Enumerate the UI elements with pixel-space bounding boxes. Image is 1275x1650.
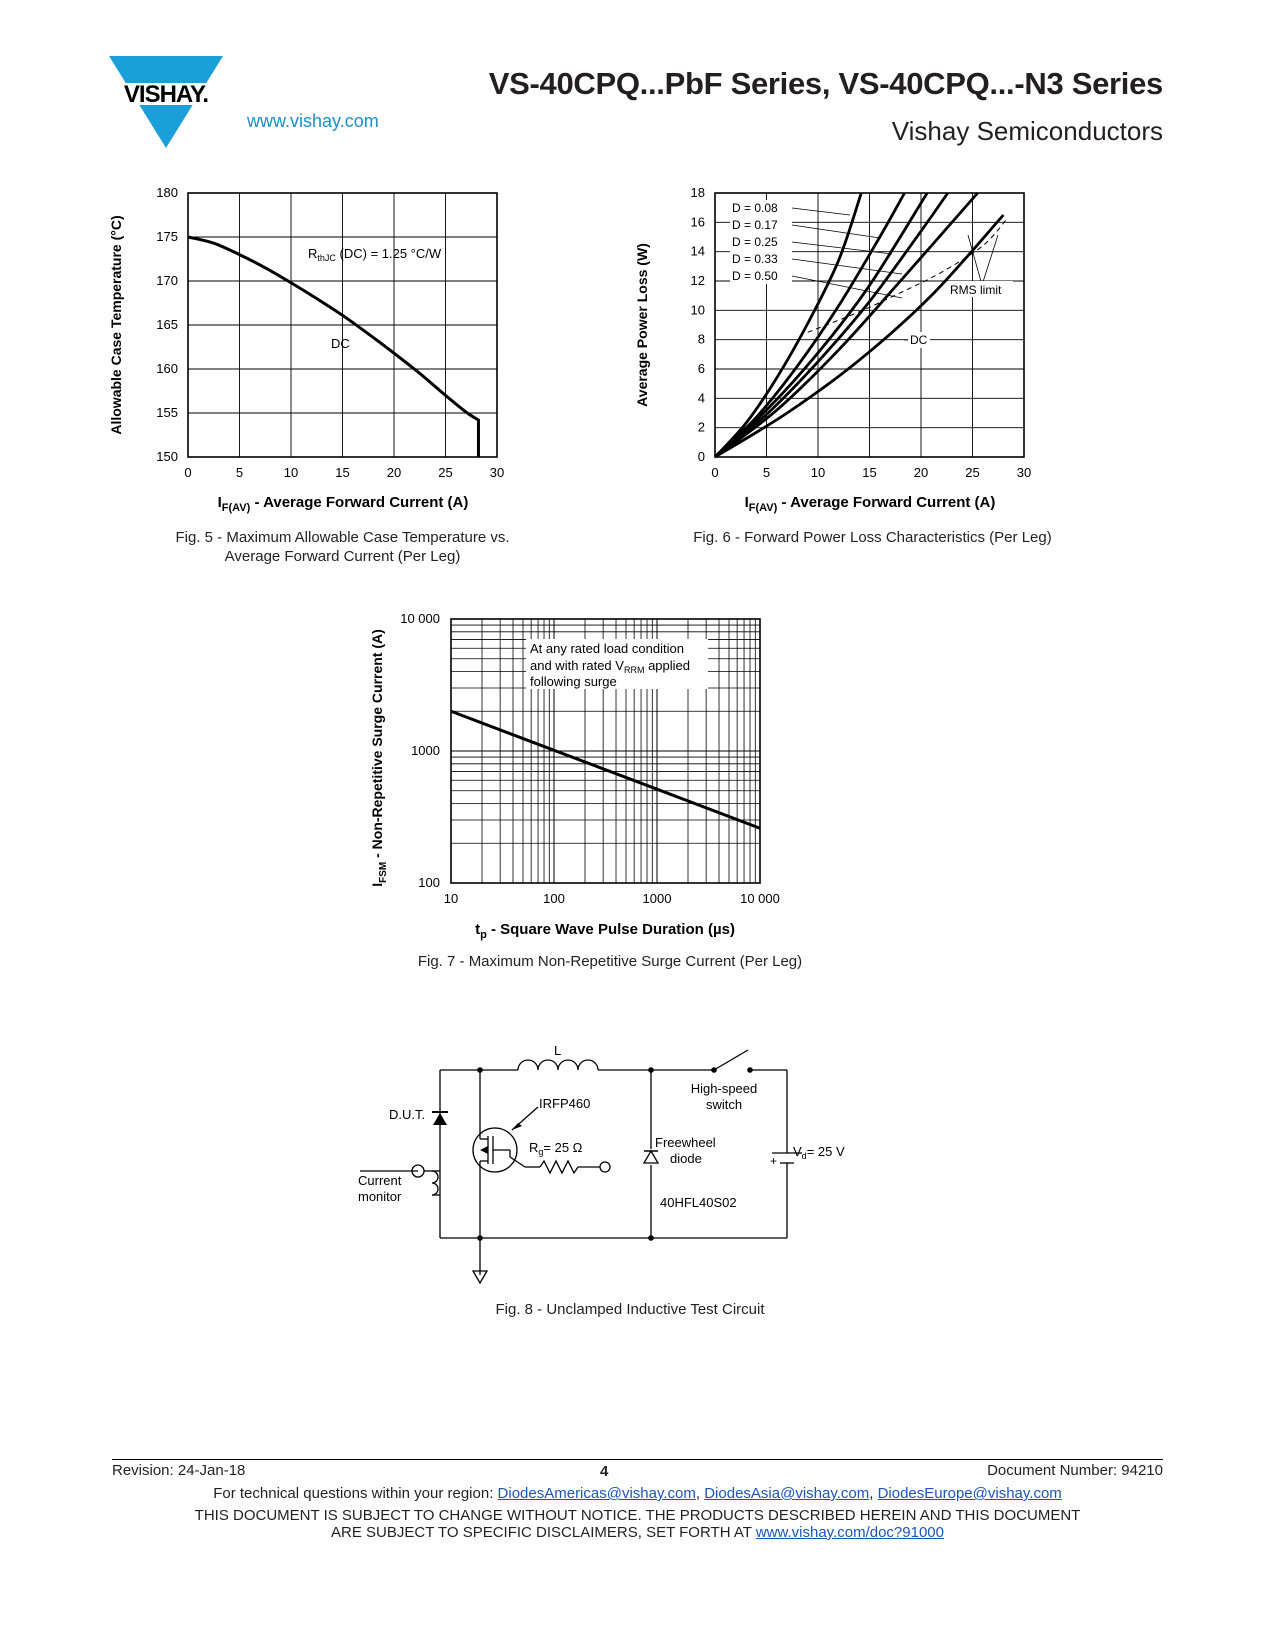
vishay-logo: [106, 52, 226, 152]
fig8-dut-label: D.U.T.: [389, 1107, 426, 1122]
fig7-x-tick-label: 10 000: [740, 891, 780, 906]
fig7-y-tick-label: 1000: [411, 743, 440, 758]
fig6-y-tick-label: 0: [697, 449, 705, 464]
fig7-y-tick-label: 10 000: [400, 611, 440, 626]
fig6-y-tick-label: 2: [697, 419, 705, 435]
switch-icon: [714, 1050, 748, 1070]
fig5-caption: [150, 528, 535, 566]
fig6-x-tick-label: 0: [711, 465, 719, 480]
fig6-y-tick-label: 10: [690, 302, 705, 318]
disclaimer-link[interactable]: www.vishay.com/doc?91000: [755, 1524, 944, 1541]
email-americas-link[interactable]: DiodesAmericas@vishay.com: [497, 1485, 696, 1502]
fig8-monitor-label-2: monitor: [358, 1189, 402, 1204]
fig6-x-tick-label: 25: [965, 465, 980, 480]
footer-page-number: 4: [600, 1463, 609, 1480]
fig5-x-tick-label: 30: [489, 465, 505, 480]
fig5-grid: [188, 193, 497, 457]
fig6-leaders: [792, 208, 998, 340]
footer-sep1: ,: [695, 1485, 705, 1502]
fig5-y-tick-label: 170: [156, 273, 178, 288]
fig5-caption-line2: Average Forward Current (Per Leg): [224, 548, 461, 565]
fig8-monitor-label-1: Current: [358, 1173, 402, 1188]
fig7-chart: [360, 605, 800, 950]
document-subtitle: Vishay Semiconductors: [891, 116, 1163, 146]
fig7-y-axis-label: $I_{FSM}$ - Non-Repetitive Surge Current (A): [369, 629, 389, 887]
fig6-x-tick-label: 5: [762, 465, 771, 480]
fig5-x-tick-label: 5: [235, 465, 244, 480]
fig7-y-tick-label: 100: [418, 875, 440, 890]
fig6-caption: Fig. 6 - Forward Power Loss Characteristics (Per Leg): [693, 529, 1052, 546]
fig7-x-axis-label: $t_p$ - Square Wave Pulse Duration (µs): [475, 921, 735, 941]
fig8-mosfet-label: IRFP460: [539, 1096, 591, 1111]
fig8-caption: Fig. 8 - Unclamped Inductive Test Circuit: [495, 1301, 765, 1318]
website-link[interactable]: www.vishay.com: [247, 111, 379, 131]
fig7-note-line2: and with rated $V_{RRM}$ applied: [530, 658, 690, 675]
gate-terminal: [600, 1162, 610, 1172]
resistor-icon: [540, 1161, 578, 1173]
fig8-inductor-label: L: [554, 1043, 562, 1058]
fig7-x-tick-label: 1000: [642, 891, 672, 906]
fig8-plus-label: +: [770, 1154, 778, 1168]
fig6-y-tick-label: 12: [690, 273, 705, 288]
fig6-rms-label: RMS limit: [950, 283, 1002, 297]
fig6-series-line: [808, 219, 1007, 332]
footer-sep2: ,: [869, 1485, 878, 1502]
footer-contact-prefix: For technical questions within your region:: [213, 1485, 498, 1502]
fig6-x-axis-label: $I_{F(AV)}$ - Average Forward Current (A): [744, 494, 996, 514]
fig6-dc-label: DC: [910, 333, 928, 347]
fig5-x-tick-label: 0: [184, 465, 192, 480]
fig7-series-ifsm: [451, 711, 760, 828]
footer-doc-number: Document Number: 94210: [987, 1462, 1163, 1479]
dut-diode-icon: [433, 1113, 447, 1125]
fig8-vd-label: $V_d= 25$ V: [793, 1144, 845, 1161]
footer-disclaimer-2: [112, 1524, 1163, 1542]
fig6-legend-d008: D = 0.08: [732, 201, 778, 215]
fig8-switch-label-2: switch: [705, 1097, 743, 1112]
fig7-note-line3: following surge: [530, 674, 617, 689]
fig6-y-tick-label: 14: [690, 243, 705, 259]
fig8-diode-label-2: diode: [670, 1151, 702, 1166]
fig6-legend-d033: D = 0.33: [732, 252, 778, 266]
fig6-x-tick-label: 15: [862, 465, 877, 480]
fig7-x-tick-label: 100: [543, 891, 565, 906]
fig8-rg-label: $R_g= 25$ Ω: [529, 1140, 583, 1157]
inductor-icon: [518, 1060, 598, 1070]
fig6-x-tick-label: 10: [810, 465, 826, 480]
footer-contact: [112, 1485, 1163, 1503]
freewheel-diode-icon: [644, 1151, 658, 1163]
fig6-y-tick-label: 4: [697, 390, 705, 406]
fig6-y-tick-label: 6: [697, 361, 705, 376]
fig6-legend: [730, 200, 792, 284]
fig6-x-tick-label: 30: [1016, 465, 1032, 480]
fig5-y-axis-label: Allowable Case Temperature (°C): [108, 215, 124, 435]
fig6-y-tick-label: 8: [697, 331, 705, 347]
fig6-y-tick-label: 18: [690, 185, 705, 200]
fig5-rth-label: $R_{thJC}$ (DC) = 1.25 °C/W: [308, 246, 442, 263]
fig5-y-tick-label: 155: [156, 405, 178, 420]
email-asia-link[interactable]: DiodesAsia@vishay.com: [704, 1485, 870, 1502]
fig8-circuit: [350, 1035, 890, 1295]
fig7-note-line1: At any rated load condition: [530, 641, 684, 656]
logo-text: VISHAY.: [123, 81, 209, 108]
fig5-chart: [100, 180, 540, 525]
fig5-y-tick-label: 150: [156, 449, 178, 464]
email-europe-link[interactable]: DiodesEurope@vishay.com: [877, 1485, 1062, 1502]
fig6-legend-d025: D = 0.25: [732, 235, 778, 249]
fig5-y-tick-label: 175: [156, 229, 178, 244]
fig8-diode-label-1: Freewheel: [655, 1135, 716, 1150]
footer-disclaimer-1: THIS DOCUMENT IS SUBJECT TO CHANGE WITHOUT NOTICE. THE PRODUCTS DESCRIBED HEREIN AND THIS DOCUMENT: [194, 1507, 1081, 1524]
fig5-x-tick-label: 20: [386, 465, 402, 480]
footer-revision: Revision: 24-Jan-18: [112, 1462, 246, 1479]
fig5-x-tick-label: 15: [335, 465, 350, 480]
fig7-caption: Fig. 7 - Maximum Non-Repetitive Surge Current (Per Leg): [417, 953, 803, 970]
fig5-x-tick-label: 10: [283, 465, 299, 480]
fig6-legend-d050: D = 0.50: [732, 269, 778, 283]
fig6-y-axis-label: Average Power Loss (W): [634, 243, 650, 407]
footer-divider: [112, 1459, 1163, 1460]
document-title: VS-40CPQ...PbF Series, VS-40CPQ...-N3 Series: [488, 66, 1163, 101]
fig7-x-tick-label: 10: [443, 891, 459, 906]
fig5-caption-line1: Fig. 5 - Maximum Allowable Case Temperature vs.: [175, 529, 510, 546]
fig5-x-axis-label: $I_{F(AV)}$ - Average Forward Current (A): [217, 494, 469, 514]
fig5-y-tick-label: 165: [156, 317, 178, 332]
fig6-legend-d017: D = 0.17: [732, 218, 778, 232]
fig5-ticks: [156, 185, 504, 480]
fig6-y-tick-label: 16: [690, 214, 705, 230]
fig5-dc-label: DC: [331, 336, 350, 351]
footer-disclaimer-2-prefix: ARE SUBJECT TO SPECIFIC DISCLAIMERS, SET FORTH AT: [331, 1524, 756, 1541]
fig5-y-tick-label: 180: [156, 185, 178, 200]
fig8-diode-part-label: 40HFL40S02: [660, 1195, 737, 1210]
fig5-y-tick-label: 160: [156, 361, 178, 376]
fig8-switch-label-1: High-speed: [690, 1081, 758, 1096]
fig6-chart: [620, 180, 1060, 525]
fig6-x-tick-label: 20: [913, 465, 929, 480]
fig5-x-tick-label: 25: [438, 465, 453, 480]
